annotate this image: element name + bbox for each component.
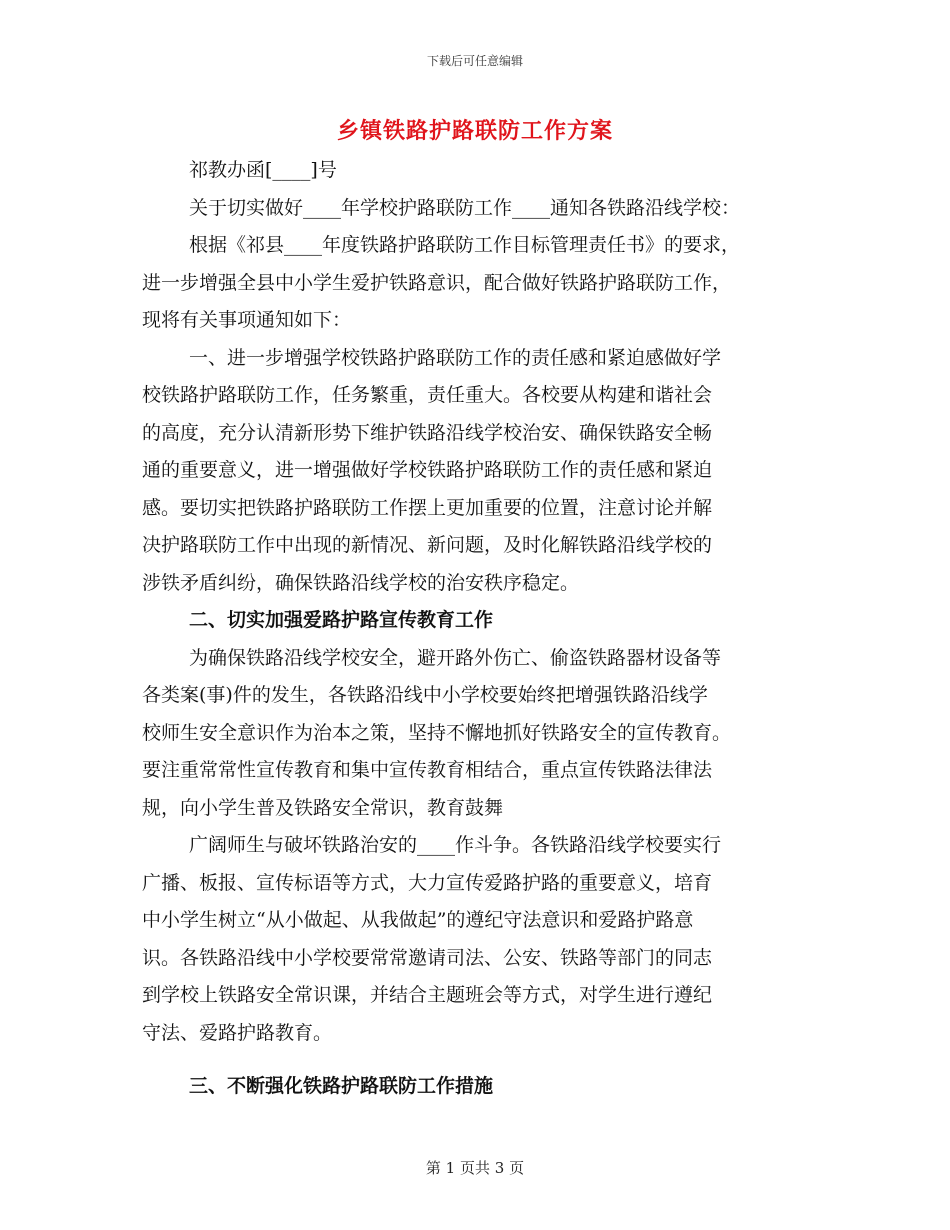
body-line: 各类案(事)件的发生，各铁路沿线中小学校要始终把增强铁路沿线学 [142, 684, 708, 706]
body-line: 祁教办函[____]号 [189, 159, 337, 181]
body-line: 识。各铁路沿线中小学校要常常邀请司法、公安、铁路等部门的同志 [142, 946, 713, 969]
body-line: 校师生安全意识作为治本之策，坚持不懈地抓好铁路安全的宣传教育。 [142, 721, 732, 744]
section-heading: 二、切实加强爱路护路宣传教育工作 [189, 609, 494, 631]
body-line: 现将有关事项通知如下： [142, 309, 352, 331]
body-line: 一、进一步增强学校铁路护路联防工作的责任感和紧迫感做好学 [189, 346, 722, 369]
document-title: 乡镇铁路护路联防工作方案 [336, 118, 613, 144]
body-line: 关于切实做好____年学校护路联防工作____通知各铁路沿线学校： [189, 196, 741, 219]
body-line: 涉铁矛盾纠纷，确保铁路沿线学校的治安秩序稳定。 [142, 571, 580, 594]
body-line: 感。要切实把铁路护路联防工作摆上更加重要的位置，注意讨论并解 [142, 496, 713, 519]
body-line: 决护路联防工作中出现的新情况、新问题，及时化解铁路沿线学校的 [142, 534, 713, 556]
body-line: 校铁路护路联防工作，任务繁重，责任重大。各校要从构建和谐社会 [142, 384, 713, 406]
body-line: 到学校上铁路安全常识课，并结合主题班会等方式，对学生进行遵纪 [142, 984, 713, 1006]
body-line: 进一步增强全县中小学生爱护铁路意识，配合做好铁路护路联防工作， [142, 271, 732, 294]
body-line: 守法、爱路护路教育。 [142, 1021, 333, 1044]
body-line: 通的重要意义，进一增强做好学校铁路护路联防工作的责任感和紧迫 [142, 459, 713, 481]
header-note: 下载后可任意编辑 [426, 54, 523, 68]
section-heading-3: 三、不断强化铁路护路联防工作措施 [189, 1075, 494, 1097]
body-line: 要注重常常性宣传教育和集中宣传教育相结合，重点宣传铁路法律法 [142, 759, 713, 781]
body-line: 广阔师生与破坏铁路治安的____作斗争。各铁路沿线学校要实行 [189, 834, 722, 856]
body-line: 根据《祁县____年度铁路护路联防工作目标管理责任书》的要求， [189, 234, 741, 256]
page-footer: 第 1 页共 3 页 [425, 1159, 525, 1177]
body-line: 中小学生树立“从小做起、从我做起”的遵纪守法意识和爱路护路意 [142, 909, 694, 931]
document-body [142, 152, 808, 1106]
section-spacer [142, 1052, 808, 1068]
body-line: 规，向小学生普及铁路安全常识，教育鼓舞 [142, 796, 504, 819]
body-line: 广播、板报、宣传标语等方式，大力宣传爱路护路的重要意义，培育 [142, 871, 713, 894]
body-line: 为确保铁路沿线学校安全，避开路外伤亡、偷盗铁路器材设备等 [189, 646, 722, 669]
body-line: 的高度，充分认清新形势下维护铁路沿线学校治安、确保铁路安全畅 [142, 421, 713, 444]
